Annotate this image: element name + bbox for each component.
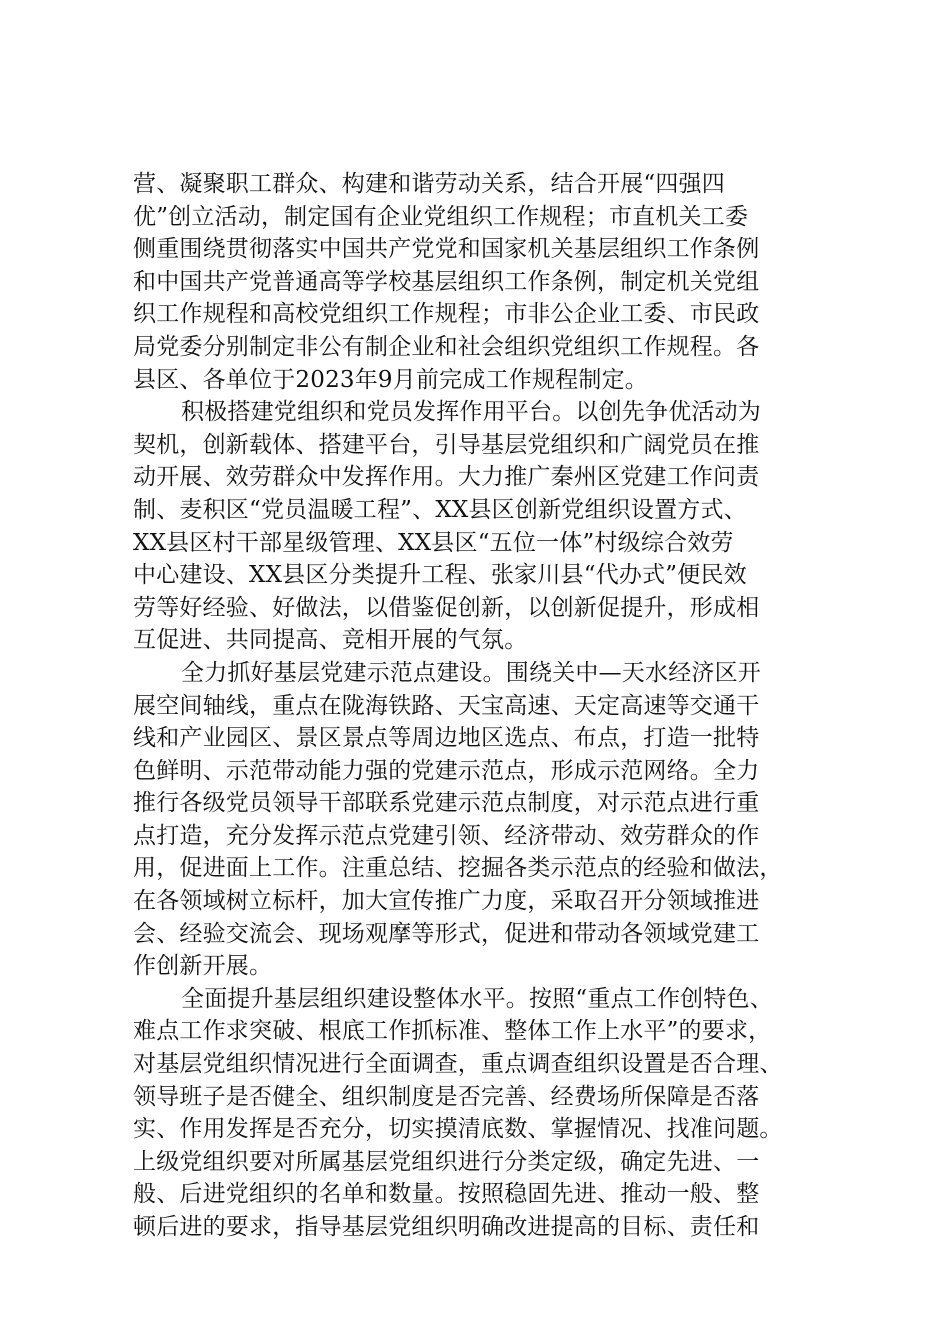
text-line: 推行各级党员领导干部联系党建示范点制度，对示范点进行重 xyxy=(133,790,760,817)
text-line: 会、经验交流会、现场观摩等形式，促进和带动各领域党建工 xyxy=(133,920,760,947)
text-line: 织工作规程和高校党组织工作规程；市非公企业工委、市民政 xyxy=(133,301,760,328)
text-line: 优”创立活动，制定国有企业党组织工作规程；市直机关工委 xyxy=(133,203,749,230)
text-line: 县区、各单位于2023年9月前完成工作规程制定。 xyxy=(133,366,648,393)
text-line: 和中国共产党普通高等学校基层组织工作条例，制定机关党组 xyxy=(133,268,760,295)
paragraph xyxy=(133,396,845,657)
text-line: 色鲜明、示范带动能力强的党建示范点，形成示范网络。全力 xyxy=(133,757,760,784)
text-line: 在各领域树立标杆，加大宣传推广力度，采取召开分领域推进 xyxy=(133,888,760,915)
text-line: 侧重围绕贯彻落实中国共产党党和国家机关基层组织工作条例 xyxy=(133,236,760,263)
text-line: 劳等好经验、好做法，以借鉴促创新，以创新促提升，形成相 xyxy=(133,594,760,621)
text-line: 难点工作求突破、根底工作抓标准、整体工作上水平”的要求， xyxy=(133,1018,772,1045)
text-line: XX县区村干部星级管理、XX县区“五位一体”村级综合效劳 xyxy=(133,529,734,556)
text-line: 线和产业园区、景区景点等周边地区选点、布点，打造一批特 xyxy=(133,725,760,752)
text-line: 局党委分别制定非公有制企业和社会组织党组织工作规程。各 xyxy=(133,333,760,360)
text-line: 般、后进党组织的名单和数量。按照稳固先进、推动一般、整 xyxy=(133,1181,760,1208)
text-line: 中心建设、XX县区分类提升工程、张家川县“代办式”便民效 xyxy=(133,562,747,589)
text-line: 积极搭建党组织和党员发挥作用平台。以创先争优活动为 xyxy=(181,399,761,426)
text-line: 全力抓好基层党建示范点建设。围绕关中—天水经济区开 xyxy=(181,659,761,686)
text-line: 用，促进面上工作。注重总结、挖掘各类示范点的经验和做法， xyxy=(133,855,783,882)
paragraph xyxy=(133,657,845,983)
text-line: 对基层党组织情况进行全面调查，重点调查组织设置是否合理、 xyxy=(133,1051,783,1078)
document-body-text xyxy=(133,168,845,1244)
text-line: 实、作用发挥是否充分，切实摸清底数、掌握情况、找准问题。 xyxy=(133,1116,783,1143)
text-line: 展空间轴线，重点在陇海铁路、天宝高速、天定高速等交通干 xyxy=(133,692,760,719)
paragraph xyxy=(133,168,845,396)
text-line: 顿后进的要求，指导基层党组织明确改进提高的目标、责任和 xyxy=(133,1214,760,1240)
text-line: 契机，创新载体、搭建平台，引导基层党组织和广阔党员在推 xyxy=(133,431,760,458)
text-line: 领导班子是否健全、组织制度是否完善、经费场所保障是否落 xyxy=(133,1083,760,1110)
paragraph xyxy=(133,983,845,1244)
text-line: 互促进、共同提高、竞相开展的气氛。 xyxy=(133,627,528,654)
text-line: 上级党组织要对所属基层党组织进行分类定级，确定先进、一 xyxy=(133,1148,760,1175)
text-line: 全面提升基层组织建设整体水平。按照“重点工作创特色、 xyxy=(181,985,773,1012)
text-line: 制、麦积区“党员温暖工程”、XX县区创新党组织设置方式、 xyxy=(133,496,747,523)
text-line: 作创新开展。 xyxy=(133,953,273,980)
text-line: 点打造，充分发挥示范点党建引领、经济带动、效劳群众的作 xyxy=(133,822,760,849)
text-line: 动开展、效劳群众中发挥作用。大力推广秦州区党建工作问责 xyxy=(133,464,760,491)
text-line: 营、凝聚职工群众、构建和谐劳动关系，结合开展“四强四 xyxy=(133,171,725,197)
